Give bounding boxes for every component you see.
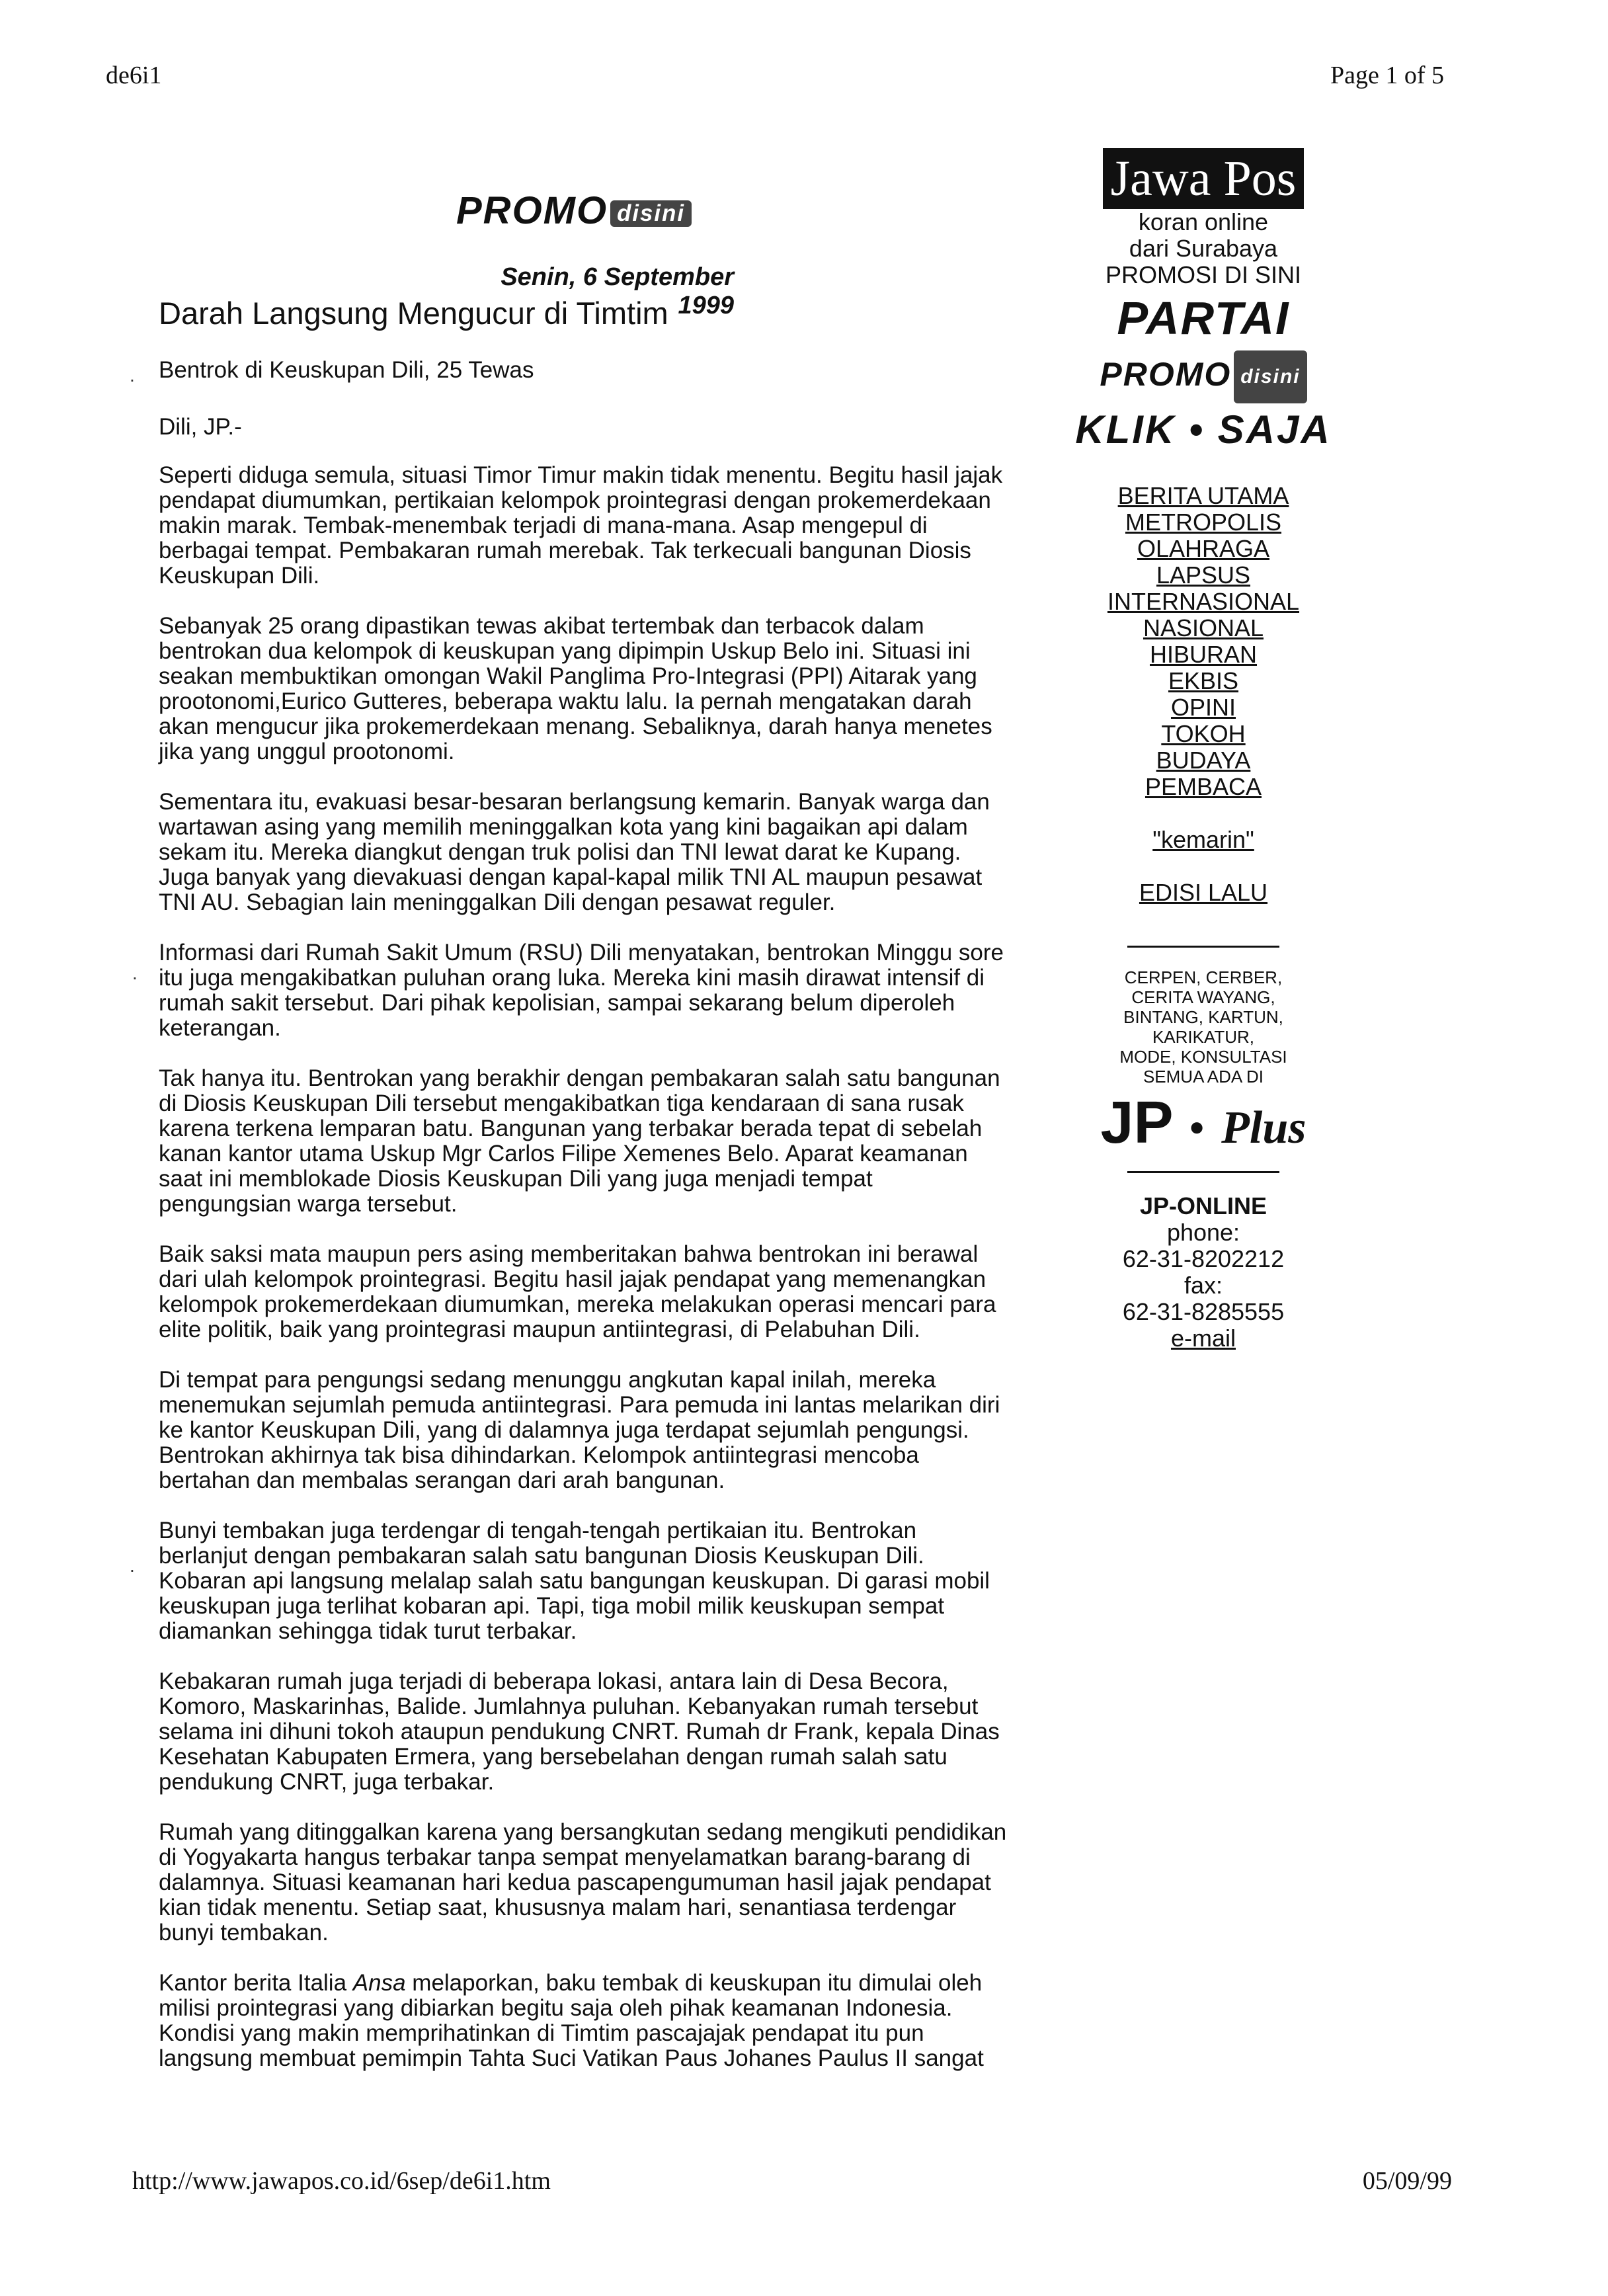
paragraph-text: melaporkan, baku tembak di keuskupan itu dimulai oleh milisi prointegrasi yang dibiarkan begitu saja oleh pihak keamanan Indonesia. Kondisi yang makin memprihatinkan di Timtim pascajajak pendapat itu pun langsung membuat pemimpin Tahta Suci Vatikan Paus Johanes Paulus II sangat bbox=[159, 1970, 984, 2071]
fax-label: fax: bbox=[1184, 1271, 1223, 1299]
nav-link-berita-utama[interactable]: BERITA UTAMA bbox=[1117, 481, 1289, 509]
phone-number: 62-31-8202212 bbox=[1122, 1245, 1285, 1272]
nav-link-budaya[interactable]: BUDAYA bbox=[1156, 746, 1251, 774]
section-nav bbox=[1071, 483, 1336, 800]
article-paragraph: Di tempat para pengungsi sedang menunggu angkutan kapal inilah, mereka menemukan sejumlah pemuda antiintegrasi. Para pemuda ini lantas melarikan diri ke kantor Keuskupan Dili, yang di dalamnya juga terdapat sejumlah pengungsi. Bentrokan akhirnya tak bisa dihindarkan. Kelompok antiintegrasi mencoba bertahan dan membalas serangan dari arah bangunan. bbox=[159, 1367, 1000, 1493]
archive-nav bbox=[1071, 827, 1336, 906]
contact-title: JP-ONLINE bbox=[1139, 1192, 1267, 1219]
footer-date: 05/09/99 bbox=[1362, 2167, 1452, 2195]
nav-link-metropolis[interactable]: METROPOLIS bbox=[1125, 508, 1282, 536]
email-link[interactable]: e-mail bbox=[1170, 1324, 1236, 1352]
article-paragraph bbox=[159, 1971, 1124, 2071]
plus-text-line: KARIKATUR, bbox=[1152, 1026, 1255, 1047]
nav-link-hiburan[interactable]: HIBURAN bbox=[1149, 640, 1258, 668]
klik-saja-logo[interactable]: KLIK • SAJA bbox=[1075, 407, 1332, 452]
scan-mark: . bbox=[130, 1555, 135, 1576]
sidebar bbox=[1071, 148, 1336, 1352]
article-paragraph: Baik saksi mata maupun pers asing memberitakan bahwa bentrokan ini berawal dari ulah kelompok prointegrasi. Begitu hasil jajak pendapat yang memenangkan kelompok prokemerdekaan diumumkan, mereka melakukan operasi mencari para elite politik, baik yang prointegrasi maupun antiintegrasi, di Pelabuhan Dili. bbox=[159, 1241, 996, 1342]
article-paragraph: Bunyi tembakan juga terdengar di tengah-tengah pertikaian itu. Bentrokan berlanjut dengan pembakaran salah satu bangunan Diosis Keuskupan Dili. Kobaran api langsung melalap salah satu bangungan keuskupan. Di garasi mobil keuskupan juga terlihat kobaran api. Tapi, tiga mobil milik keuskupan sempat diamankan sehingga tidak turut terbakar. bbox=[159, 1518, 990, 1644]
contact-block bbox=[1071, 1193, 1336, 1352]
nav-link-opini[interactable]: OPINI bbox=[1170, 693, 1236, 721]
article-paragraph: Tak hanya itu. Bentrokan yang berakhir dengan pembakaran salah satu bangunan di Diosis Keuskupan Dili tersebut mengakibatkan tiga kendaraan di sana rusak karena terkena lemparan batu. Bangunan yang terbakar berada tepat di sebelah kanan kantor utama Uskup Mgr Carlos Filipe Xemenes Belo. Aparat keamanan saat ini memblokade Diosis Keuskupan Dili yang juga menjadi tempat pengungsian warga tersebut. bbox=[159, 1065, 1000, 1217]
scan-mark: . bbox=[132, 963, 138, 983]
divider bbox=[1127, 1171, 1279, 1173]
sidebar-promo-text: PROMO bbox=[1100, 356, 1232, 393]
article-date: Senin, 6 September 1999 bbox=[501, 263, 734, 319]
partai-logo[interactable]: PARTAI bbox=[1117, 292, 1290, 344]
plus-text-line: MODE, KONSULTASI bbox=[1119, 1046, 1287, 1067]
fax-number: 62-31-8285555 bbox=[1122, 1297, 1285, 1325]
promo-logo[interactable] bbox=[456, 188, 692, 233]
agency-name: Ansa bbox=[352, 1970, 406, 1996]
plus-text-line: SEMUA ADA DI bbox=[1143, 1066, 1264, 1086]
article-dateline-place: Dili, JP.- bbox=[159, 414, 242, 440]
tagline-online: koran online bbox=[1138, 208, 1269, 235]
article-paragraph: Kebakaran rumah juga terjadi di beberapa lokasi, antara lain di Desa Becora, Komoro, Maskarinhas, Balide. Jumlahnya puluhan. Kebanyakan rumah tersebut selama ini dihuni tokoh ataupun pendukung CNRT. Rumah dr Frank, kepala Dinas Kesehatan Kabupaten Ermera, yang bersebelahan dengan rumah salah satu pendukung CNRT, juga terbakar. bbox=[159, 1668, 1000, 1795]
page-header-left: de6i1 bbox=[106, 62, 162, 89]
divider bbox=[1127, 946, 1279, 948]
jp-plus-logo[interactable] bbox=[1071, 1086, 1336, 1165]
article-paragraph: Informasi dari Rumah Sakit Umum (RSU) Dili menyatakan, bentrokan Minggu sore itu juga mengakibatkan puluhan orang luka. Mereka kini masih dirawat intensif di rumah sakit tersebut. Dari pihak kepolisian, sampai sekarang belum diperoleh keterangan. bbox=[159, 940, 1004, 1041]
article-paragraph: Seperti diduga semula, situasi Timor Timur makin tidak menentu. Begitu hasil jajak pendapat diumumkan, pertikaian kelompok prointegrasi dengan prokemerdekaan makin marak. Tembak-menembak terjadi di mana-mana. Asap mengepul di berbagai tempat. Pembakaran rumah merebak. Tak terkecuali bangunan Diosis Keuskupan Dili. bbox=[159, 462, 1003, 589]
edisi-lalu-link[interactable]: EDISI LALU bbox=[1139, 878, 1268, 906]
paragraph-text: Kantor berita Italia bbox=[159, 1970, 353, 1996]
article-paragraph: Sementara itu, evakuasi besar-besaran berlangsung kemarin. Banyak warga dan wartawan asing yang memilih meninggalkan kota yang kini bagaikan api dalam sekam itu. Mereka diangkut dengan truk polisi dan TNI lewat darat ke Kupang. Juga banyak yang dievakuasi dengan kapal-kapal milik TNI AL maupun pesawat TNI AU. Sebagian lain meninggalkan Dili dengan pesawat reguler. bbox=[159, 789, 990, 915]
nav-link-internasional[interactable]: INTERNASIONAL bbox=[1107, 587, 1300, 615]
plus-text-line: CERITA WAYANG, bbox=[1131, 987, 1275, 1007]
jawapos-logo[interactable]: Jawa Pos bbox=[1103, 148, 1305, 209]
article-paragraph: Sebanyak 25 orang dipastikan tewas akibat tertembak dan terbacok dalam bentrokan dua kelompok di keuskupan yang dipimpin Uskup Belo ini. Situasi ini seakan membuktikan omongan Wakil Panglima Pro-Integrasi (PPI) Aitarak yang prootonomi,Eurico Gutteres, beberapa waktu lalu. Ia pernah mengatakan darah akan mengucur jika prokemerdekaan menang. Sebaliknya, darah hanya menetes jika yang unggul prootonomi. bbox=[159, 613, 992, 764]
plus-text-line: CERPEN, CERBER, bbox=[1124, 967, 1283, 987]
sidebar-promo-tag: disini bbox=[1234, 350, 1306, 403]
jp-plus-jp: JP bbox=[1100, 1089, 1172, 1156]
nav-link-olahraga[interactable]: OLAHRAGA bbox=[1137, 534, 1270, 562]
jp-plus-plus: Plus bbox=[1221, 1102, 1306, 1153]
promo-logo-tag: disini bbox=[610, 200, 692, 227]
nav-link-lapsus[interactable]: LAPSUS bbox=[1156, 561, 1251, 589]
jp-plus-promo bbox=[1071, 967, 1336, 1165]
footer-url: http://www.jawapos.co.id/6sep/de6i1.htm bbox=[132, 2167, 551, 2195]
article-paragraph: Rumah yang ditinggalkan karena yang bersangkutan sedang mengikuti pendidikan di Yogyakarta hangus terbakar tanpa sempat menyelamatkan barang-barang di dalamnya. Situasi keamanan hari kedua pascapengumuman hasil jajak pendapat kian tidak menentu. Setiap saat, khususnya malam hari, senantiasa terdengar bunyi tembakan. bbox=[159, 1819, 1007, 1946]
sidebar-promo-logo[interactable] bbox=[1100, 348, 1306, 403]
page-number: Page 1 of 5 bbox=[1330, 62, 1444, 89]
phone-label: phone: bbox=[1166, 1218, 1240, 1246]
nav-link-pembaca[interactable]: PEMBACA bbox=[1145, 772, 1262, 800]
tagline-city: dari Surabaya bbox=[1129, 235, 1278, 262]
article-title: Darah Langsung Mengucur di Timtim bbox=[159, 296, 668, 331]
nav-link-nasional[interactable]: NASIONAL bbox=[1143, 614, 1264, 641]
nav-link-tokoh[interactable]: TOKOH bbox=[1161, 719, 1246, 747]
promo-logo-text: PROMO bbox=[456, 189, 608, 232]
plus-text-line: BINTANG, KARTUN, bbox=[1123, 1006, 1283, 1027]
article-body bbox=[159, 463, 1124, 2096]
promo-text: PROMOSI DI SINI bbox=[1105, 261, 1302, 288]
kemarin-link[interactable]: "kemarin" bbox=[1152, 825, 1254, 853]
nav-link-ekbis[interactable]: EKBIS bbox=[1168, 667, 1239, 694]
dot-icon: ● bbox=[1188, 1112, 1205, 1142]
article-subtitle: Bentrok di Keuskupan Dili, 25 Tewas bbox=[159, 357, 534, 383]
scan-mark: . bbox=[130, 365, 135, 386]
